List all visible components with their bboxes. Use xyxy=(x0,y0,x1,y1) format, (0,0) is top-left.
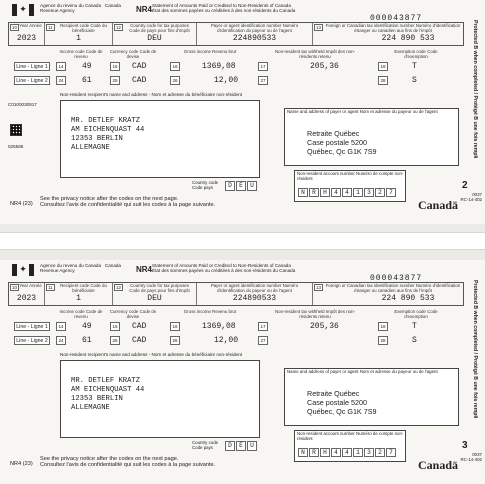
privacy-notice: See the privacy notice after the codes on the next page. Consultez l'avis de confidentialité qui suit les codes à la page suivante. xyxy=(40,456,216,469)
foreign-tin-cell: 13 Foreign or Canadian tax identification number Numéro d'identification étranger ou canadien aux fins de l'impôt 224 890 533 xyxy=(316,23,461,43)
country-char: U xyxy=(247,181,257,191)
privacy-notice: See the privacy notice after the codes on the next page. Consultez l'avis de confidentialité qui suit les codes à la page suivante. xyxy=(40,196,216,209)
account-char: N xyxy=(298,188,308,197)
recipient-line-2: AM EICHENQUAST 44 xyxy=(71,386,145,394)
col-income-code: Income code Code de revenu xyxy=(59,49,103,59)
canada-wordmark: Canadä xyxy=(418,458,459,472)
box-24: 24 xyxy=(56,336,66,345)
box-28: 28 xyxy=(378,76,388,85)
year-cell: 10 Year Année 2023 xyxy=(9,23,45,45)
account-char: 3 xyxy=(364,448,374,457)
country-code-caption: Country code Code pays xyxy=(192,180,219,190)
country-code-caption: Country code Code pays xyxy=(192,440,219,450)
country-char: E xyxy=(236,181,246,191)
payer-line-3: Québec, Qc G1K 7S9 xyxy=(307,407,377,416)
recipient-caption: Non-resident recipient's name and address - Nom et adresse du bénéficiaire non-résident xyxy=(60,92,242,97)
col-tax-withheld: Non-resident tax withheld Impôt des non-résidents retenu xyxy=(274,49,356,59)
account-char: 7 xyxy=(386,188,396,197)
recipient-address-box xyxy=(60,100,260,178)
side-code-1: C0100030817 xyxy=(8,102,37,107)
recipient-caption: Non-resident recipient's name and address - Nom et adresse du bénéficiaire non-résident xyxy=(60,352,242,357)
account-char: 4 xyxy=(342,448,352,457)
canada-flag-icon: ✦ xyxy=(12,4,34,16)
line-2-label: Line - Ligne 2 xyxy=(14,76,50,85)
country-char: U xyxy=(247,441,257,451)
tax-1: 205,36 xyxy=(310,322,339,331)
box-26: 26 xyxy=(170,336,180,345)
box-18: 18 xyxy=(378,322,388,331)
nr4-slip-copy-2 xyxy=(0,0,485,224)
country-char: D xyxy=(225,181,235,191)
payer-caption: Name and address of payer or agent Nom et adresse du payeur ou de l'agent xyxy=(287,369,438,374)
canada-flag-icon: ✦ xyxy=(12,264,34,276)
form-code: NR4 (23) xyxy=(10,461,33,467)
box-17: 17 xyxy=(258,322,268,331)
account-number-box xyxy=(294,170,406,202)
line-1-label: Line - Ligne 1 xyxy=(14,62,50,71)
account-caption: Non-resident account number Numéro de compte non-résident xyxy=(297,431,404,441)
box-14: 14 xyxy=(56,62,66,71)
recipient-line-3: 12353 BERLIN xyxy=(71,135,123,143)
account-char: H xyxy=(320,448,330,457)
recipient-line-2: AM EICHENQUAST 44 xyxy=(71,126,145,134)
col-exemption-code: Exemption code Code d'exemption xyxy=(394,309,438,319)
line-2-label: Line - Ligne 2 xyxy=(14,336,50,345)
exemption-2: S xyxy=(412,336,417,345)
payer-line-2: Case postale 5200 xyxy=(307,398,367,407)
box-26: 26 xyxy=(170,76,180,85)
statement-title: Statement of Amounts Paid or Credited to Non-Residents of Canada État des sommes payées ou créditées à des non-résidents du Canada xyxy=(152,263,296,274)
country-char: E xyxy=(236,441,246,451)
form-name: NR4 xyxy=(136,5,153,14)
currency-2: CAD xyxy=(132,76,147,85)
payer-line-1: Retraite Québec xyxy=(307,389,360,398)
col-income-code: Income code Code de revenu xyxy=(59,309,103,319)
col-gross-income: Gross income Revenu brut xyxy=(183,309,237,314)
gross-2: 12,00 xyxy=(214,336,239,345)
box-14: 14 xyxy=(56,322,66,331)
exemption-2: S xyxy=(412,76,417,85)
account-char: 3 xyxy=(364,188,374,197)
account-char: 4 xyxy=(331,188,341,197)
gross-1: 1369,08 xyxy=(202,322,236,331)
box-24: 24 xyxy=(56,76,66,85)
box-18: 18 xyxy=(378,62,388,71)
box-27: 27 xyxy=(258,76,268,85)
box-15: 15 xyxy=(110,62,120,71)
recipient-code-cell: 11 Recipient code Code du bénéficiaire 1 xyxy=(45,283,113,305)
tax-1: 205,36 xyxy=(310,62,339,71)
col-gross-income: Gross income Revenu brut xyxy=(183,49,237,54)
income-code-2: 61 xyxy=(82,336,92,345)
box-16: 16 xyxy=(170,322,180,331)
box-25: 25 xyxy=(110,336,120,345)
payer-address-box xyxy=(284,108,459,166)
box-25: 25 xyxy=(110,76,120,85)
exemption-1: T xyxy=(412,62,417,71)
currency-1: CAD xyxy=(132,322,147,331)
income-code-1: 49 xyxy=(82,62,92,71)
currency-1: CAD xyxy=(132,62,147,71)
account-char: 4 xyxy=(331,448,341,457)
tear-line xyxy=(0,232,485,250)
currency-2: CAD xyxy=(132,336,147,345)
payer-id-cell: Payer or agent identification number Numéro d'identification du payeur ou de l'agent 224890533 xyxy=(197,283,313,305)
col-currency-code: Currency code Code de devise xyxy=(109,309,157,319)
statement-title: Statement of Amounts Paid or Credited to Non-Residents of Canada État des sommes payées ou créditées à des non-résidents du Canada xyxy=(152,3,296,14)
payer-line-1: Retraite Québec xyxy=(307,129,360,138)
protected-b-notice: Protected B when completed / Protégé B une fois rempli xyxy=(472,280,478,419)
canada-wordmark: Canadä xyxy=(418,198,459,212)
foreign-tin-cell: 13 Foreign or Canadian tax identification number Numéro d'identification étranger ou canadien aux fins de l'impôt 224 890 533 xyxy=(316,283,461,303)
account-char: 1 xyxy=(353,448,363,457)
account-char: 7 xyxy=(386,448,396,457)
qr-code-icon xyxy=(10,124,22,136)
account-number-box xyxy=(294,430,406,462)
recipient-code-cell: 11 Recipient code Code du bénéficiaire 1 xyxy=(45,23,113,45)
box-28: 28 xyxy=(378,336,388,345)
copy-code: 0037 RC-14-402 xyxy=(460,452,482,462)
col-currency-code: Currency code Code de devise xyxy=(109,49,157,59)
year-cell: 10 Year Année 2023 xyxy=(9,283,45,305)
account-char: R xyxy=(309,448,319,457)
payer-id-cell: Payer or agent identification number Numéro d'identification du payeur ou de l'agent 224890533 xyxy=(197,23,313,45)
agency-name: Agence du revenu du Canada Canada Revenue Agency xyxy=(40,3,121,14)
gross-1: 1369,08 xyxy=(202,62,236,71)
box-27: 27 xyxy=(258,336,268,345)
top-row xyxy=(8,282,464,306)
recipient-line-4: ALLEMAGNE xyxy=(71,404,110,412)
copy-number: 3 xyxy=(462,440,468,451)
payer-line-2: Case postale 5200 xyxy=(307,138,367,147)
payer-address-box xyxy=(284,368,459,426)
box-16: 16 xyxy=(170,62,180,71)
recipient-line-4: ALLEMAGNE xyxy=(71,144,110,152)
payer-caption: Name and address of payer or agent Nom et adresse du payeur ou de l'agent xyxy=(287,109,438,114)
agency-name: Agence du revenu du Canada Canada Revenue Agency xyxy=(40,263,121,274)
nr4-slip-copy-3 xyxy=(0,260,485,484)
country-char: D xyxy=(225,441,235,451)
protected-b-notice: Protected B when completed / Protégé B une fois rempli xyxy=(472,20,478,159)
recipient-line-1: MR. DETLEF KRATZ xyxy=(71,377,141,385)
income-code-1: 49 xyxy=(82,322,92,331)
gross-2: 12,00 xyxy=(214,76,239,85)
account-char: R xyxy=(309,188,319,197)
line-1-label: Line - Ligne 1 xyxy=(14,322,50,331)
income-code-2: 61 xyxy=(82,76,92,85)
account-char: 1 xyxy=(353,188,363,197)
box-17: 17 xyxy=(258,62,268,71)
account-char: 2 xyxy=(375,188,385,197)
side-code-2: 025586 xyxy=(8,144,24,149)
account-char: N xyxy=(298,448,308,457)
account-char: 4 xyxy=(342,188,352,197)
copy-code: 0037 RC-14-402 xyxy=(460,192,482,202)
account-char: 2 xyxy=(375,448,385,457)
country-code-cell: 12 Country code for tax purposes Code de pays pour fins d'impôt DEU xyxy=(113,23,197,45)
form-name: NR4 xyxy=(136,265,153,274)
top-row xyxy=(8,22,464,46)
slip-number: 000043877 xyxy=(370,274,423,283)
exemption-1: T xyxy=(412,322,417,331)
country-code-cell: 12 Country code for tax purposes Code de pays pour fins d'impôt DEU xyxy=(113,283,197,305)
col-exemption-code: Exemption code Code d'exemption xyxy=(394,49,438,59)
recipient-line-1: MR. DETLEF KRATZ xyxy=(71,117,141,125)
recipient-address-box xyxy=(60,360,260,438)
account-caption: Non-resident account number Numéro de compte non-résident xyxy=(297,171,404,181)
recipient-line-3: 12353 BERLIN xyxy=(71,395,123,403)
box-15: 15 xyxy=(110,322,120,331)
account-char: H xyxy=(320,188,330,197)
form-code: NR4 (23) xyxy=(10,201,33,207)
slip-number: 000043877 xyxy=(370,14,423,23)
col-tax-withheld: Non-resident tax withheld Impôt des non-résidents retenu xyxy=(274,309,356,319)
payer-line-3: Québec, Qc G1K 7S9 xyxy=(307,147,377,156)
copy-number: 2 xyxy=(462,180,468,191)
